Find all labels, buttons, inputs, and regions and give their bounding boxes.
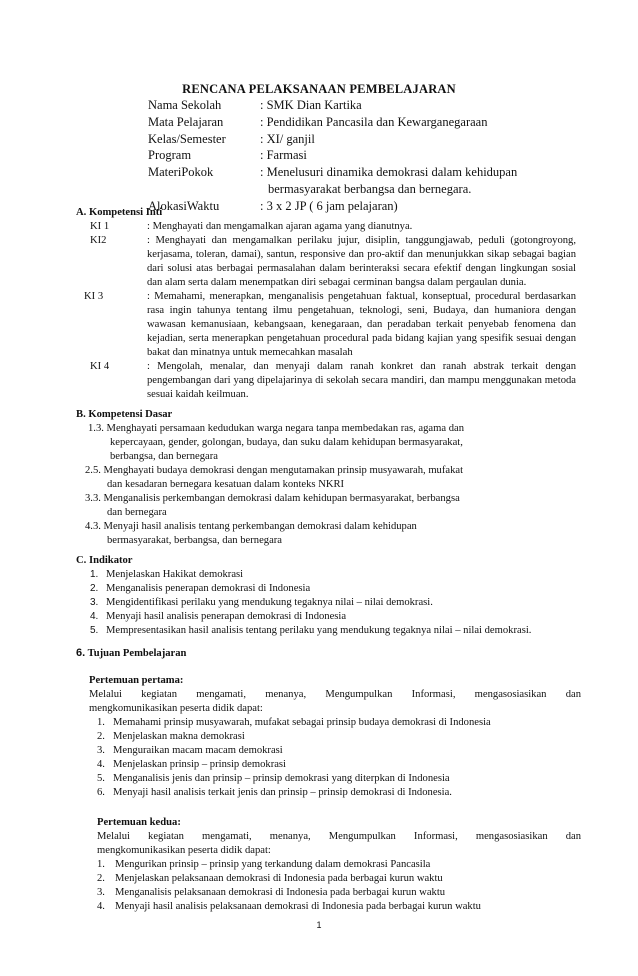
list-number: 5.: [97, 773, 105, 784]
kd-item: [76, 422, 576, 464]
list-number: 3.: [97, 887, 105, 898]
identity-key: [148, 181, 260, 198]
list-number: 2.: [97, 731, 105, 742]
identity-key: AlokasiWaktu: [148, 198, 220, 213]
identity-key: Kelas/Semester: [148, 131, 226, 146]
identity-value: : XI/ ganjil: [260, 131, 315, 146]
ki-text: : Menghayati dan mengamalkan ajaran agama yang dianutnya.: [147, 221, 413, 232]
pertemuan-pertama: [89, 674, 581, 800]
identity-row: [148, 147, 598, 164]
list-number: 1.: [97, 859, 105, 870]
list-item: [90, 624, 596, 638]
list-item: [97, 744, 581, 758]
ki-text: : Mengolah, menalar, dan menyaji dalam ranah konkret dan ranah abstrak terkait dengan pengembangan dari yang dipelajarinya di sekolah secara mandiri, dan mampu menggunakan metoda sesuai kaidah keilmuan.: [147, 361, 576, 400]
page-number: 1: [316, 920, 322, 930]
identity-value: : 3 x 2 JP ( 6 jam pelajaran): [260, 198, 398, 213]
kd-text: dan kesadaran bernegara kesatuan dalam konteks NKRI: [107, 479, 345, 490]
identity-value: : Menelusuri dinamika demokrasi dalam kehidupan: [260, 165, 518, 180]
list-text: Menjelaskan pelaksanaan demokrasi di Indonesia pada berbagai kurun waktu: [115, 873, 443, 884]
list-text: Menguraikan macam macam demokrasi: [113, 745, 283, 756]
section-heading: [76, 646, 580, 661]
ki-label: KI 3: [84, 291, 104, 302]
meeting-intro: mengkomunikasikan peserta didik dapat:: [97, 845, 271, 856]
kompetensi-dasar-section: [76, 408, 576, 548]
objective-list: [89, 716, 581, 800]
identity-key: MateriPokok: [148, 165, 214, 180]
identity-value: : Pendidikan Pancasila dan Kewarganegaraan: [260, 114, 488, 129]
list-number: 5.: [90, 625, 99, 636]
meeting-title: Pertemuan kedua:: [97, 817, 181, 828]
list-item: [97, 716, 581, 730]
list-item: [97, 872, 581, 886]
list-number: 1.: [90, 569, 99, 580]
list-item: [90, 568, 596, 582]
list-text: Menganalisis pelaksanaan demokrasi di Indonesia pada berbagai kurun waktu: [115, 887, 446, 898]
ki-label: KI 4: [90, 361, 110, 372]
identity-value: : Farmasi: [260, 148, 307, 163]
kompetensi-inti-section: [76, 206, 576, 402]
list-text: Menganalisis jenis dan prinsip – prinsip demokrasi yang diterpkan di Indonesia: [113, 773, 450, 784]
kd-text: 3.3. Menganalisis perkembangan demokrasi dalam kehidupan bermasyarakat, berbangsa: [85, 493, 460, 504]
meeting-intro: mengkomunikasikan peserta didik dapat:: [89, 703, 263, 714]
list-number: 6.: [97, 787, 105, 798]
section-heading: B. Kompetensi Dasar: [76, 409, 173, 420]
list-text: Menjelaskan Hakikat demokrasi: [106, 569, 244, 580]
meeting-title: Pertemuan pertama:: [89, 675, 184, 686]
list-text: Menjelaskan prinsip – prinsip demokrasi: [113, 759, 287, 770]
list-number: 3.: [90, 597, 99, 608]
identity-row: [148, 131, 598, 148]
list-number: 4.: [97, 759, 105, 770]
ki-text: : Menghayati dan mengamalkan perilaku jujur, disiplin, tanggungjawab, peduli (gotongroyong, kerjasama, toleran, damai), santun, responsive dan pro-aktif dan menunjukkan sikap sebagai bagian dari solusi atas berbagai permasalahan dalam berinteraksi secara efektif dengan lingkungan sosial dan alam serta dalam menempatkan diri sebagai cerminan bangsa dalam pergaulan dunia.: [147, 235, 576, 288]
list-text: Mengidentifikasi perilaku yang mendukung tegaknya nilai – nilai demokrasi.: [106, 597, 433, 608]
objective-list: [97, 858, 581, 914]
kd-text: 2.5. Menghayati budaya demokrasi dengan mengutamakan prinsip musyawarah, mufakat: [85, 465, 464, 476]
kd-item: [76, 492, 576, 520]
list-number: 4.: [90, 611, 99, 622]
identity-table: [148, 97, 598, 215]
kd-text: kepercayaan, gender, golongan, budaya, dan suku dalam kehidupan bermasyarakat,: [110, 437, 463, 448]
list-text: Menjelaskan makna demokrasi: [113, 731, 245, 742]
identity-row: [148, 164, 598, 181]
list-item: [90, 582, 596, 596]
list-item: [97, 772, 581, 786]
list-text: Memahami prinsip musyawarah, mufakat sebagai prinsip budaya demokrasi di Indonesia: [113, 717, 491, 728]
identity-value: bermasyarakat berbangsa dan bernegara.: [268, 181, 472, 196]
list-text: Menyaji hasil analisis penerapan demokrasi di Indonesia: [106, 611, 347, 622]
ki-item: [76, 290, 576, 360]
kd-text: berbangsa, dan bernegara: [110, 451, 218, 462]
section-heading: A. Kompetensi Inti: [76, 207, 163, 218]
ki-item: [76, 360, 576, 402]
ki-item: [76, 220, 576, 234]
ki-text: : Memahami, menerapkan, menganalisis pengetahuan faktual, konseptual, procedural berdasarkan rasa ingin tahunya tentang ilmu pengetahuan, teknologi, seni, Budaya, dan humaniora dengan wawasan kemanusiaan, kebangsaan, kenegaraan, dan peradaban terkait penyebab fenomena dan kejadian, serta menerapkan pengetahuan procedural pada bidang kajian yang spesifik sesuai dengan bakat dan minatnya untuk memecahkan masalah: [147, 291, 576, 358]
list-item: [97, 858, 581, 872]
list-item: [97, 730, 581, 744]
list-item: [90, 610, 596, 624]
identity-key: Program: [148, 148, 192, 163]
meeting-intro: Melalui kegiatan mengamati, menanya, Mengumpulkan Informasi, mengasosiasikan dan: [97, 831, 581, 842]
section-title: Tujuan Pembelajaran: [87, 648, 187, 659]
list-text: Mempresentasikan hasil analisis tentang perilaku yang mendukung tegaknya nilai – nilai demokrasi.: [106, 625, 532, 636]
kd-item: [76, 520, 576, 548]
list-item: [97, 786, 581, 800]
list-number: 1.: [97, 717, 105, 728]
list-item: [90, 596, 596, 610]
tujuan-section: [76, 646, 580, 661]
identity-value: : SMK Dian Kartika: [260, 98, 362, 112]
document-title: RENCANA PELAKSANAAN PEMBELAJARAN: [182, 82, 456, 96]
list-number: 2.: [97, 873, 105, 884]
ki-item: [76, 234, 576, 290]
list-text: Menyaji hasil analisis terkait jenis dan prinsip – prinsip demokrasi di Indonesia.: [113, 787, 452, 798]
kd-text: bermasyarakat, berbangsa, dan bernegara: [107, 535, 282, 546]
section-number: 6.: [76, 647, 86, 659]
identity-row: [148, 114, 598, 131]
list-text: Menyaji hasil analisis pelaksanaan demokrasi di Indonesia pada berbagai kurun waktu: [115, 901, 481, 912]
identity-row: [148, 181, 598, 198]
ki-label: KI 1: [90, 221, 110, 232]
section-heading: C. Indikator: [76, 555, 133, 566]
identity-row: [148, 97, 598, 114]
pertemuan-kedua: [97, 816, 581, 914]
list-item: [97, 758, 581, 772]
list-item: [97, 900, 581, 914]
ki-label: KI2: [90, 235, 107, 246]
list-text: Mengurikan prinsip – prinsip yang terkandung dalam demokrasi Pancasila: [115, 859, 431, 870]
list-number: 4.: [97, 901, 105, 912]
kd-text: dan bernegara: [107, 507, 167, 518]
list-number: 3.: [97, 745, 105, 756]
meeting-intro: Melalui kegiatan mengamati, menanya, Mengumpulkan Informasi, mengasosiasikan dan: [89, 689, 581, 700]
indikator-section: [76, 554, 596, 638]
kd-item: [76, 464, 576, 492]
list-text: Menganalisis penerapan demokrasi di Indonesia: [106, 583, 311, 594]
identity-key: Nama Sekolah: [148, 98, 222, 112]
list-item: [97, 886, 581, 900]
kd-text: 1.3. Menghayati persamaan kedudukan warga negara tanpa membedakan ras, agama dan: [88, 423, 465, 434]
indikator-list: [76, 568, 596, 638]
kd-text: 4.3. Menyaji hasil analisis tentang perkembangan demokrasi dalam kehidupan: [85, 521, 417, 532]
list-number: 2.: [90, 583, 99, 594]
identity-key: Mata Pelajaran: [148, 114, 224, 129]
